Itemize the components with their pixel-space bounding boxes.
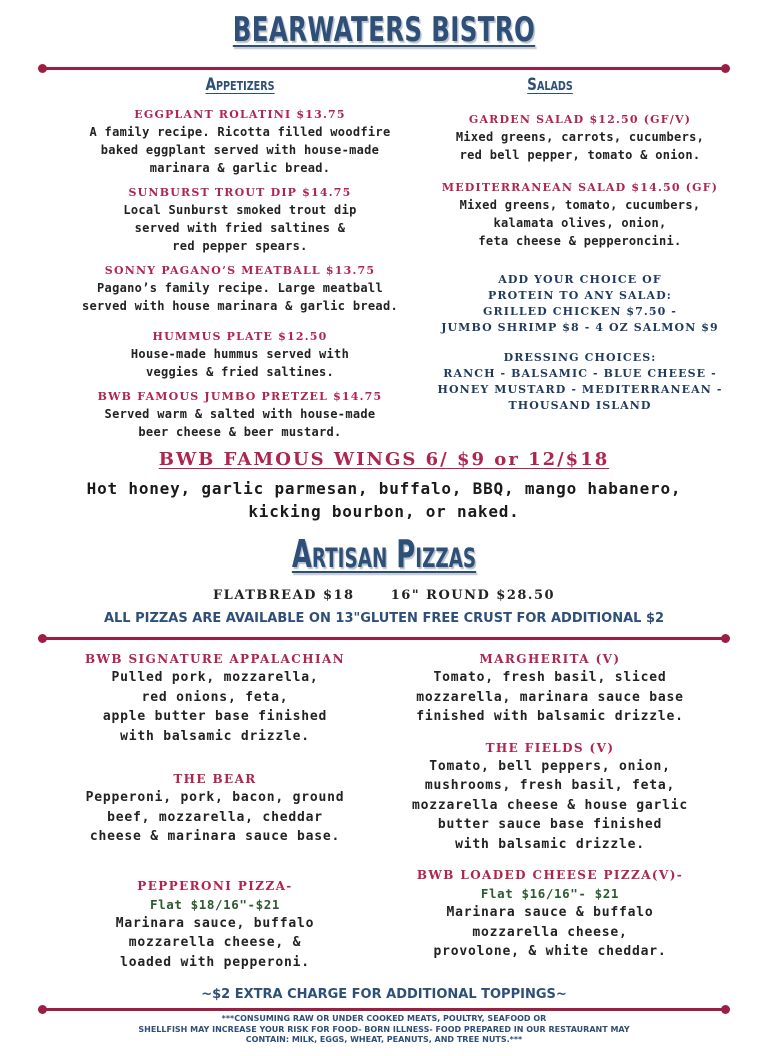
pizzas-heading: Artisan Pizzas — [291, 532, 477, 576]
food-safety-disclaimer — [0, 1014, 768, 1046]
dressing-note-line: DRESSING CHOICES: — [503, 351, 657, 364]
appetizer-item — [40, 107, 440, 177]
pizza-item — [385, 650, 715, 727]
disclaimer-line: CONTAIN: MILK, EGGS, WHEAT, PEANUTS, AND TREE NUTS.*** — [245, 1035, 523, 1044]
salad-name: GARDEN SALAD $12.50 (GF/V) — [468, 113, 692, 126]
pizza-name: MARGHERITA (V) — [479, 652, 621, 666]
wings-desc-line: kicking bourbon, or naked. — [248, 502, 520, 521]
disclaimer-line: SHELLFISH MAY INCREASE YOUR RISK FOR FOOD- BORN ILLNESS- FOOD PREPARED IN OUR RESTAURANT MAY — [138, 1024, 630, 1034]
protein-note-line: GRILLED CHICKEN $7.50 - — [483, 305, 677, 318]
appetizer-desc-line: Local Sunburst smoked trout dip — [123, 203, 357, 217]
pizza-desc-line: Tomato, bell peppers, onion, — [429, 758, 671, 774]
pizza-desc-line: mozzarella cheese, — [472, 924, 628, 940]
divider-middle — [42, 637, 726, 640]
pizza-desc-line: provolone, & white cheddar. — [433, 944, 667, 959]
pizza-desc-line: with balsamic drizzle. — [455, 836, 645, 852]
appetizer-name: SUNBURST TROUT DIP $14.75 — [128, 186, 352, 199]
protein-note-line: ADD YOUR CHOICE OF — [498, 273, 662, 286]
pizza-desc-line: loaded with pepperoni. — [120, 954, 310, 970]
salads-heading: Salads — [527, 75, 573, 95]
pizzas-left-column — [50, 650, 380, 972]
pizza-price: Flat $18/16"-$21 — [149, 896, 280, 912]
dressing-note-line: RANCH - BALSAMIC - BLUE CHEESE - — [443, 367, 717, 380]
wings-desc-line: Hot honey, garlic parmesan, buffalo, BBQ, mango habanero, — [86, 479, 682, 498]
salad-item — [400, 180, 760, 250]
pizza-sizes: FLATBREAD $18 16" ROUND $28.50 — [212, 588, 556, 603]
dressing-note-line: HONEY MUSTARD - MEDITERRANEAN - — [437, 383, 723, 396]
pizza-price: Flat $16/16"- $21 — [480, 886, 620, 901]
pizza-desc-line: cheese & marinara sauce base. — [89, 829, 341, 844]
pizza-desc-line: with balsamic drizzle. — [120, 728, 310, 744]
pizza-name: THE BEAR — [173, 772, 257, 786]
pizza-desc-line: mozzarella cheese, & — [128, 935, 302, 950]
pizza-desc-line: Pulled pork, mozzarella, — [111, 670, 319, 685]
pizza-desc-line: finished with balsamic drizzle. — [416, 709, 684, 724]
pizza-desc-line: mozzarella cheese & house garlic — [411, 797, 689, 813]
appetizer-desc-line: baked eggplant served with house-made — [100, 143, 380, 157]
pizza-name: BWB LOADED CHEESE PIZZA(V)- — [416, 868, 684, 882]
pizza-item — [50, 877, 380, 973]
salad-desc-line: kalamata olives, onion, — [493, 216, 667, 230]
appetizer-desc-line: red pepper spears. — [172, 239, 308, 253]
protein-note-line: PROTEIN TO ANY SALAD: — [488, 289, 672, 302]
appetizer-name: SONNY PAGANO’S MEATBALL $13.75 — [104, 264, 376, 277]
salad-item — [400, 112, 760, 164]
divider-top — [42, 67, 726, 70]
wings-title: BWB FAMOUS WINGS 6/ $9 or 12/$18 — [158, 449, 610, 470]
protein-note — [400, 272, 760, 336]
protein-note-line: JUMBO SHRIMP $8 - 4 OZ SALMON $9 — [441, 321, 719, 334]
appetizer-desc-line: House-made hummus served with — [130, 347, 350, 361]
salad-desc-line: feta cheese & pepperoncini. — [478, 234, 682, 248]
disclaimer-line: ***CONSUMING RAW OR UNDER COOKED MEATS, POULTRY, SEAFOOD OR — [221, 1014, 547, 1023]
pizza-desc-line: beef, mozzarella, cheddar — [107, 809, 323, 825]
pizza-desc-line: butter sauce base finished — [437, 817, 663, 832]
pizza-desc-line: mozzarella, marinara sauce base — [416, 689, 684, 705]
divider-bottom — [42, 1008, 726, 1011]
appetizer-desc-line: Served warm & salted with house-made — [104, 407, 376, 421]
pizza-desc-line: Tomato, fresh basil, sliced — [433, 670, 667, 685]
wings-desc — [0, 477, 768, 523]
pizza-desc-line: Marinara sauce, buffalo — [115, 915, 315, 931]
appetizer-desc-line: marinara & garlic bread. — [149, 161, 331, 175]
salads-column — [400, 112, 760, 414]
appetizer-desc-line: A family recipe. Ricotta filled woodfire — [89, 125, 391, 139]
appetizer-item — [40, 185, 440, 255]
pizza-item — [385, 866, 715, 962]
appetizer-desc-line: served with fried saltines & — [134, 221, 346, 235]
restaurant-title: BEARWATERS BISTRO — [232, 10, 536, 50]
appetizer-desc-line: served with house marinara & garlic bread. — [81, 299, 399, 313]
appetizer-name: BWB FAMOUS JUMBO PRETZEL $14.75 — [97, 390, 383, 403]
salad-desc-line: red bell pepper, tomato & onion. — [459, 148, 701, 162]
appetizer-desc-line: Pagano’s family recipe. Large meatball — [97, 281, 383, 295]
appetizer-name: EGGPLANT ROLATINI $13.75 — [134, 108, 346, 121]
pizzas-right-column — [385, 650, 715, 962]
pizza-item — [50, 770, 380, 847]
appetizer-desc-line: beer cheese & beer mustard. — [138, 425, 342, 439]
salad-desc-line: Mixed greens, tomato, cucumbers, — [459, 198, 701, 212]
appetizers-heading: Appetizers — [205, 75, 275, 95]
appetizer-item — [40, 389, 440, 441]
appetizer-name: HUMMUS PLATE $12.50 — [152, 330, 328, 343]
pizza-name: PEPPERONI PIZZA- — [137, 878, 293, 893]
appetizer-item — [40, 329, 440, 381]
pizza-name: BWB SIGNATURE APPALACHIAN — [84, 652, 346, 666]
dressing-note — [400, 350, 760, 414]
gluten-free-note: ALL PIZZAS ARE AVAILABLE ON 13"GLUTEN FREE CRUST FOR ADDITIONAL $2 — [103, 611, 665, 626]
pizza-desc-line: Marinara sauce & buffalo — [446, 905, 654, 920]
extra-toppings-note: ~$2 EXTRA CHARGE FOR ADDITIONAL TOPPINGS~ — [201, 987, 567, 1002]
salad-name: MEDITERRANEAN SALAD $14.50 (GF) — [441, 181, 719, 194]
pizza-desc-line: Pepperoni, pork, bacon, ground — [85, 790, 345, 805]
appetizer-item — [40, 263, 440, 315]
pizza-item — [385, 739, 715, 855]
appetizer-desc-line: veggies & fried saltines. — [145, 365, 335, 379]
pizza-name: THE FIELDS (V) — [485, 740, 615, 755]
pizza-desc-line: red onions, feta, — [141, 689, 289, 705]
pizza-desc-line: mushrooms, fresh basil, feta, — [424, 778, 676, 793]
dressing-note-line: THOUSAND ISLAND — [508, 399, 652, 412]
pizza-desc-line: apple butter base finished — [102, 709, 328, 724]
salad-desc-line: Mixed greens, carrots, cucumbers, — [455, 130, 705, 144]
appetizers-column — [40, 107, 440, 449]
pizza-item — [50, 650, 380, 746]
